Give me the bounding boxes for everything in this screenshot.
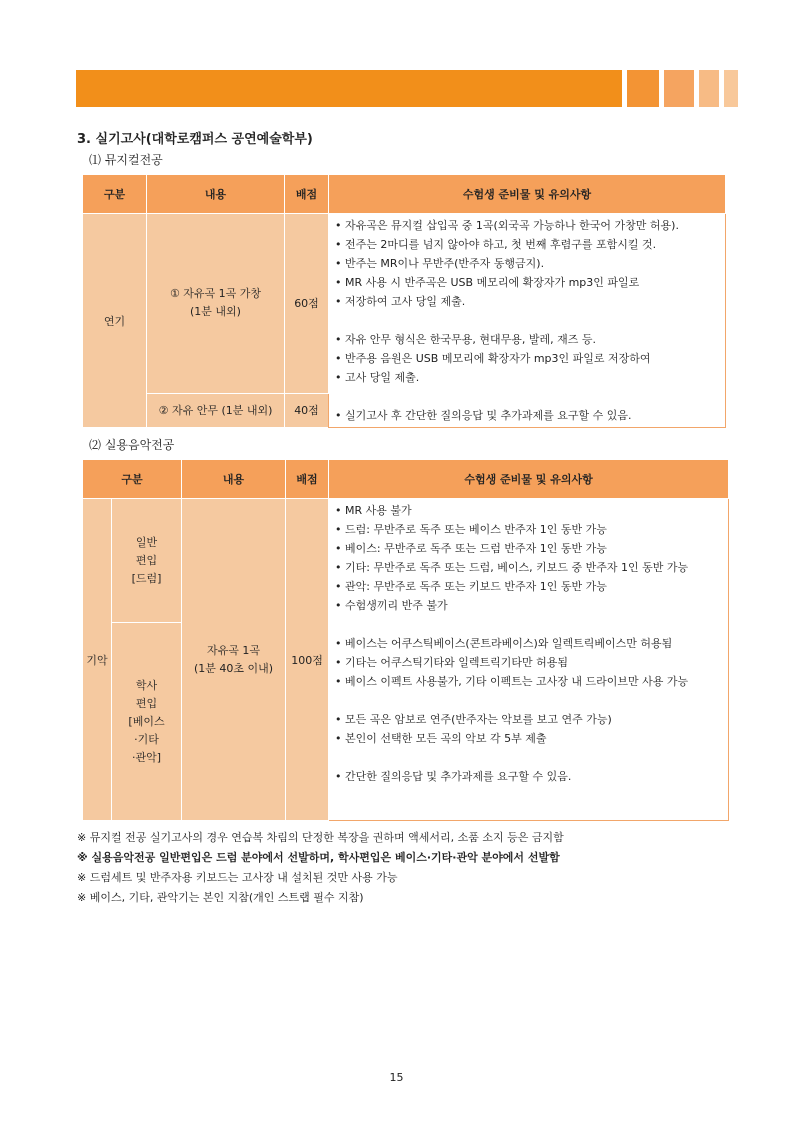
- content-cell: 자유곡 1곡 (1분 40초 이내): [182, 499, 286, 821]
- subcategory-cell: 학사 편입 [베이스 ·기타 ·관악]: [112, 623, 182, 821]
- note-item: • 베이스는 어쿠스틱베이스(콘트라베이스)와 일렉트릭베이스만 허용됨: [333, 634, 724, 653]
- note-item: • 반주용 음원은 USB 메모리에 확장자가 mp3인 파일로 저장하여: [333, 349, 721, 368]
- footnote-bold: ※ 실용음악전공 일반편입은 드럼 분야에서 선발하며, 학사편입은 베이스·기타·관악 분야에서 선발함: [77, 851, 560, 864]
- note-item: • 관악: 무반주로 독주 또는 키보드 반주자 1인 동반 가능: [333, 577, 724, 596]
- col-header: 배점: [286, 460, 329, 499]
- note-item: • 수험생끼리 반주 불가: [333, 596, 724, 615]
- page-number: 15: [389, 1071, 404, 1084]
- musical-subtitle: ⑴ 뮤지컬전공: [89, 153, 163, 167]
- note-item: • 기타는 어쿠스틱기타와 일렉트릭기타만 허용됨: [333, 653, 724, 672]
- note-item: • 모든 곡은 암보로 연주(반주자는 악보를 보고 연주 가능): [333, 710, 724, 729]
- content-cell: [147, 214, 285, 394]
- note-item: • 드럼: 무반주로 독주 또는 베이스 반주자 1인 동반 가능: [333, 520, 724, 539]
- header-block: [724, 70, 738, 107]
- note-item-continued: • 저장하여 고사 당일 제출.: [333, 292, 721, 311]
- note-item: • 베이스: 무반주로 독주 또는 드럼 반주자 1인 동반 가능: [333, 539, 724, 558]
- col-header: 수험생 준비물 및 유의사항: [329, 175, 726, 214]
- score-cell: 100점: [286, 499, 329, 821]
- note-item: • 자유 안무 형식은 한국무용, 현대무용, 발레, 재즈 등.: [333, 330, 721, 349]
- note-item-continued: • 고사 당일 제출.: [333, 368, 721, 387]
- note-item: • 자유곡은 뮤지컬 삽입곡 중 1곡(외국곡 가능하나 한국어 가창만 허용).: [333, 216, 721, 235]
- header-bar: [76, 70, 622, 107]
- applied-table: [82, 459, 729, 821]
- col-header: 구분: [83, 460, 182, 499]
- note-item: • 전주는 2마디를 넘지 않아야 하고, 첫 번째 후렴구를 포함시킬 것.: [333, 235, 721, 254]
- score-cell: 40점: [285, 393, 329, 427]
- header-block: [627, 70, 659, 107]
- note-item: • 간단한 질의응답 및 추가과제를 요구할 수 있음.: [333, 767, 724, 786]
- note-item: • MR 사용 시 반주곡은 USB 메모리에 확장자가 mp3인 파일로: [333, 273, 721, 292]
- notes-cell: [329, 499, 729, 821]
- content-cell: ② 자유 안무 (1분 내외): [147, 393, 285, 427]
- notes-cell: [329, 214, 726, 428]
- note-item: • MR 사용 불가: [333, 501, 724, 520]
- note-item: • 실기고사 후 간단한 질의응답 및 추가과제를 요구할 수 있음.: [333, 406, 721, 425]
- category-cell: 기악: [83, 499, 112, 821]
- note-item: • 본인이 선택한 모든 곡의 악보 각 5부 제출: [333, 729, 724, 748]
- footnote: ※ 베이스, 기타, 관악기는 본인 지참(개인 스트랩 필수 지참): [77, 891, 364, 904]
- note-item: • 반주는 MR이나 무반주(반주자 동행금지).: [333, 254, 721, 273]
- footnote: ※ 드럼세트 및 반주자용 키보드는 고사장 내 설치된 것만 사용 가능: [77, 871, 398, 884]
- footnote: ※ 뮤지컬 전공 실기고사의 경우 연습복 차림의 단정한 복장을 권하며 액세서리, 소품 소지 등은 금지함: [77, 831, 564, 844]
- content-line: (1분 내외): [190, 305, 241, 319]
- col-header: 수험생 준비물 및 유의사항: [329, 460, 729, 499]
- col-header: 내용: [182, 460, 286, 499]
- note-item: • 베이스 이펙트 사용불가, 기타 이펙트는 고사장 내 드라이브만 사용 가능: [333, 672, 724, 691]
- header-block: [664, 70, 694, 107]
- col-header: 배점: [285, 175, 329, 214]
- applied-subtitle: ⑵ 실용음악전공: [89, 438, 175, 452]
- section-title: 3. 실기고사(대학로캠퍼스 공연예술학부): [77, 132, 313, 147]
- note-item: • 기타: 무반주로 독주 또는 드럼, 베이스, 키보드 중 반주자 1인 동반 가능: [333, 558, 724, 577]
- col-header: 구분: [83, 175, 147, 214]
- score-cell: 60점: [285, 214, 329, 394]
- musical-table: [82, 174, 726, 428]
- header-block: [699, 70, 719, 107]
- col-header: 내용: [147, 175, 285, 214]
- content-line: ① 자유곡 1곡 가창: [169, 287, 262, 301]
- subcategory-cell: 일반 편입 [드럼]: [112, 499, 182, 623]
- category-cell: 연기: [83, 214, 147, 428]
